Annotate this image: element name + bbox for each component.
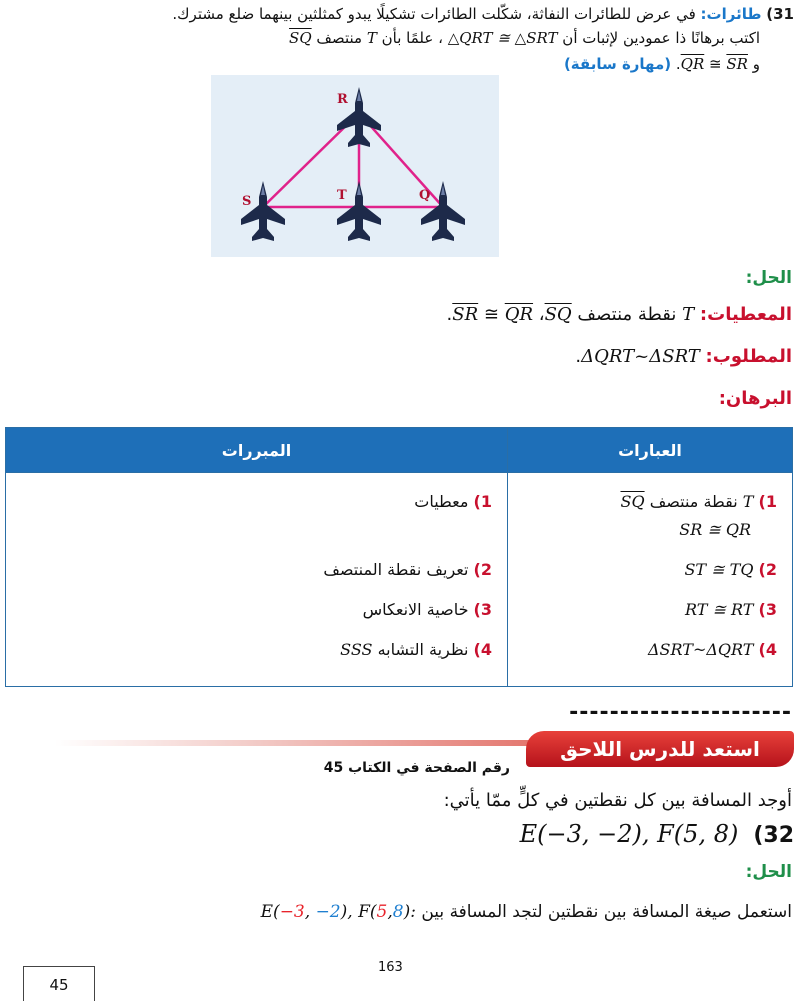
question-text-line2c: منتصف [316,29,363,47]
label-T: T [337,188,347,203]
given-end: . [446,304,453,325]
given-congruence [452,304,533,325]
dashed-divider: ---------------------- [569,700,792,725]
E-x: −3 [279,902,305,922]
statement-2-text: ST ≅ TQ [684,560,754,579]
statement-1-seg: SQ [620,492,645,511]
statement-4-num: 4) [758,640,777,659]
question-text-line2a: اكتب برهانًا ذا عمودين لإثبات أن [562,29,760,47]
skill-tag: (مهارة سابقة) [563,55,672,73]
given-SR: $\overline{SR}$ [452,304,479,325]
reason-2-text: تعريف نقطة المنتصف [323,560,469,579]
segment-congruence [681,55,748,73]
reason-4-text: نظرية التشابه [377,640,469,659]
question-31-line1 [4,2,794,26]
statement-3-num: 3) [758,600,777,619]
congruent-symbol: ≅ [709,55,722,73]
required-expr: ΔQRT~ΔSRT [581,346,700,367]
proof-label-line [719,388,792,409]
statement-4 [509,630,791,670]
col-statements: العبارات [508,428,793,473]
statement-3-text: RT ≅ RT [685,600,754,619]
given-sep: ، [538,304,545,325]
solution-label [746,268,792,288]
page-number-center: 163 [378,960,403,975]
page-reference: رقم الصفحة في الكتاب 45 [323,760,510,776]
distance-solution-line [261,902,792,922]
F-y: 8 [392,902,404,922]
conjunction: و [752,55,760,73]
given-T: T [682,304,695,325]
F-x: 5 [376,902,388,922]
reason-1-num: 1) [473,492,492,511]
required-label: المطلوب: [705,346,792,367]
jets-diagram [211,75,499,257]
question-text-line1: في عرض للطائرات النفاثة، شكّلت الطائرات تشكيلًا يبدو كمثلثين بينهما ضلع مشترك. [172,5,696,23]
segment-SR: $\overline{SR}$ [726,55,748,73]
question-text-line2b: ، علمًا بأن [381,29,443,47]
segment-QR: $\overline{QR}$ [680,55,705,73]
label-Q: Q [419,188,431,203]
reason-4 [7,630,506,670]
proof-label: البرهان: [718,388,792,409]
given-label: المعطيات: [699,304,792,325]
reason-2-num: 2) [473,560,492,579]
q32-number: (32 [753,823,794,848]
solution-label-2 [746,862,792,882]
distance-solution-text: استعمل صيغة المسافة بين نقطتين لتجد المسافة بين [421,902,792,922]
segment-SQ: SQ [289,29,312,47]
E-y: −2 [315,902,341,922]
point-E: E [260,902,274,922]
reason-3-text: خاصية الانعكاس [362,600,469,619]
statement-1-var: T [742,492,754,511]
statements-cell [508,473,793,687]
statement-2 [509,550,791,590]
reason-4-num: 4) [473,640,492,659]
jets-figure [211,75,499,257]
label-S: S [242,194,252,209]
reason-3 [7,590,506,630]
question-32 [520,820,794,848]
question-31-line3: و $\overline{QR}$ ≅ $\overline{SR}$. (مهارة سابقة) [563,55,760,73]
given-QR: $\overline{QR}$ [504,304,534,325]
reason-1-text: معطيات [414,492,469,511]
required-line [575,346,792,367]
distance-points: E(−3, −2), F(5,8): [260,902,416,922]
q32-expression: E(−3, −2), F(5, 8) [519,820,739,848]
statement-2-num: 2) [758,560,777,579]
proof-table [5,427,793,687]
reason-3-num: 3) [473,600,492,619]
given-cong: ≅ [483,304,499,325]
question-31-line2 [0,26,760,50]
solution-label-2-text: الحل: [745,862,792,882]
statement-4-text: ΔSRT~ΔQRT [647,640,754,659]
reasons-cell [6,473,508,687]
given-SQ: SQ [544,304,572,325]
distance-instruction: أوجد المسافة بين كل نقطتين في كلٍّ ممّا يأتي: [443,790,792,811]
point-F: F [358,902,370,922]
given-text: نقطة منتصف [577,304,677,325]
jet-S-icon [241,181,285,241]
statement-1-num: 1) [758,492,777,511]
reason-2 [7,550,506,590]
question-keyword: طائرات: [700,5,762,23]
given-line [447,304,792,325]
reason-4-extra: SSS [340,640,373,659]
next-lesson-banner: استعد للدرس اللاحق [526,731,794,767]
required-end: . [575,346,582,367]
point-T: T [366,29,377,47]
statement-1-line2-text: SR ≅ QR [679,520,751,539]
question-number: 31) [766,5,794,23]
page-number-box: 45 [23,966,95,1001]
col-reasons: المبررات [6,428,508,473]
label-R: R [337,92,348,107]
solution-label-text: الحل: [745,268,792,288]
statement-3 [509,590,791,630]
statement-1-text: نقطة منتصف [649,492,738,511]
triangle-congruence: △QRT ≅ △SRT [447,29,558,47]
